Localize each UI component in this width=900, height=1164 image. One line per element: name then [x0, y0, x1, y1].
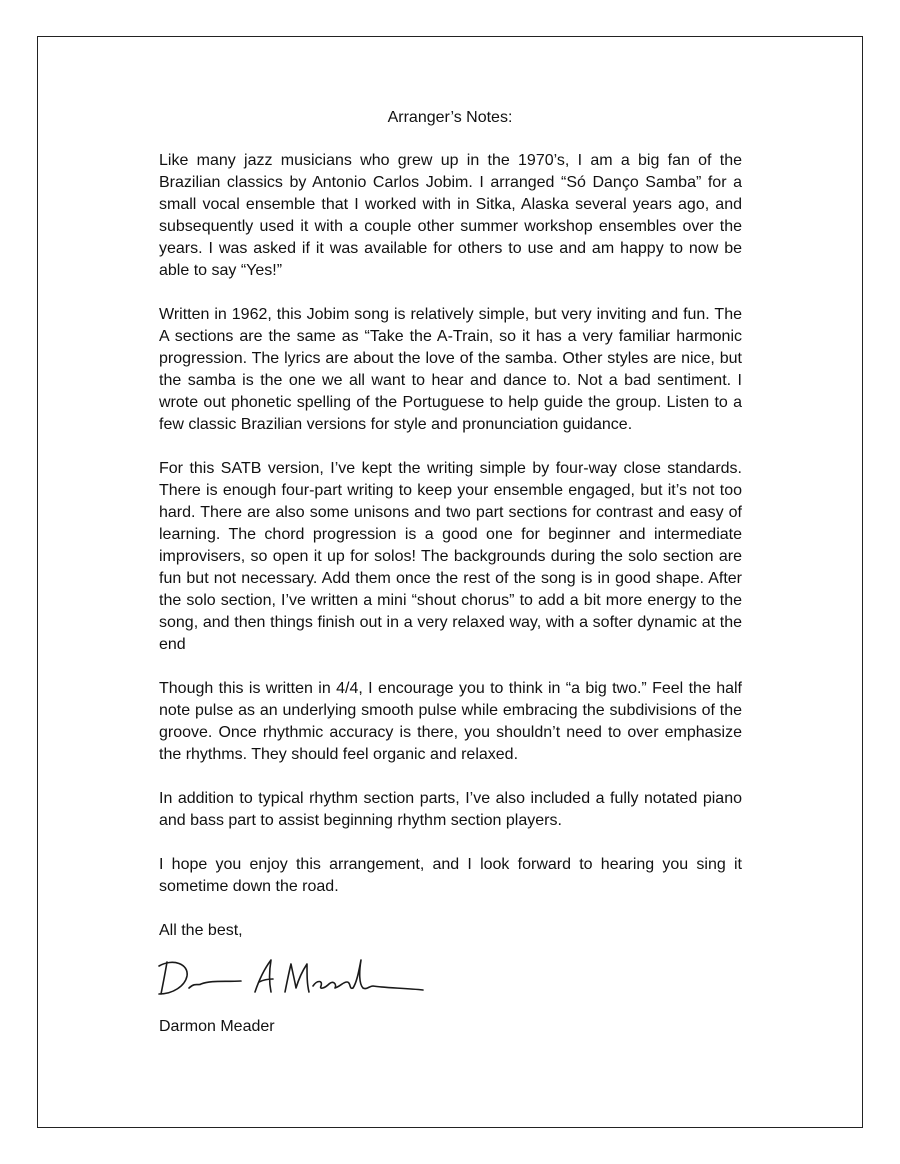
- document-title: Arranger’s Notes:: [387, 109, 513, 126]
- paragraph-satb-version: For this SATB version, I’ve kept the writing simple by four-way close standards. There is enough four-part writing to keep your ensemble engaged, but it’s not too hard. There are also some unisons and two part sections for contrast and easy of learning. The chord progression is a good one for beginner and intermediate improvisers, so open it up for solos! The backgrounds during the solo section are fun but not necessary. Add them once the rest of the song is in good shape. After the solo section, I’ve written a mini “shout chorus” to add a bit more energy to the song, and then things finish out in a very relaxed way, with a softer dynamic at the end: [159, 460, 742, 653]
- paragraph-rhythm-section: In addition to typical rhythm section parts, I’ve also included a fully notated piano and bass part to assist beginning rhythm section players.: [159, 790, 742, 829]
- paragraph-closing-wish: I hope you enjoy this arrangement, and I look forward to hearing you sing it sometime down the road.: [159, 856, 742, 895]
- document-body: [159, 150, 742, 1038]
- signer-name: Darmon Meader: [159, 1018, 275, 1035]
- closing-salutation: All the best,: [159, 922, 243, 939]
- handwritten-signature: [155, 952, 427, 1002]
- paragraph-feel: Though this is written in 4/4, I encourage you to think in “a big two.” Feel the half note pulse as an underlying smooth pulse while embracing the subdivisions of the groove. Once rhythmic accuracy is there, you shouldn’t need to over emphasize the rhythms. They should feel organic and relaxed.: [159, 680, 742, 763]
- paragraph-intro: Like many jazz musicians who grew up in the 1970’s, I am a big fan of the Brazilian classics by Antonio Carlos Jobim. I arranged “Só Danço Samba” for a small vocal ensemble that I worked with in Sitka, Alaska several years ago, and subsequently used it with a couple other summer workshop ensembles over the years. I was asked if it was available for others to use and am happy to now be able to say “Yes!”: [159, 152, 742, 279]
- paragraph-history: Written in 1962, this Jobim song is relatively simple, but very inviting and fun. The A sections are the same as “Take the A-Train, so it has a very familiar harmonic progression. The lyrics are about the love of the samba. Other styles are nice, but the samba is the one we all want to hear and dance to. Not a bad sentiment. I wrote out phonetic spelling of the Portuguese to help guide the group. Listen to a few classic Brazilian versions for style and pronunciation guidance.: [159, 306, 742, 433]
